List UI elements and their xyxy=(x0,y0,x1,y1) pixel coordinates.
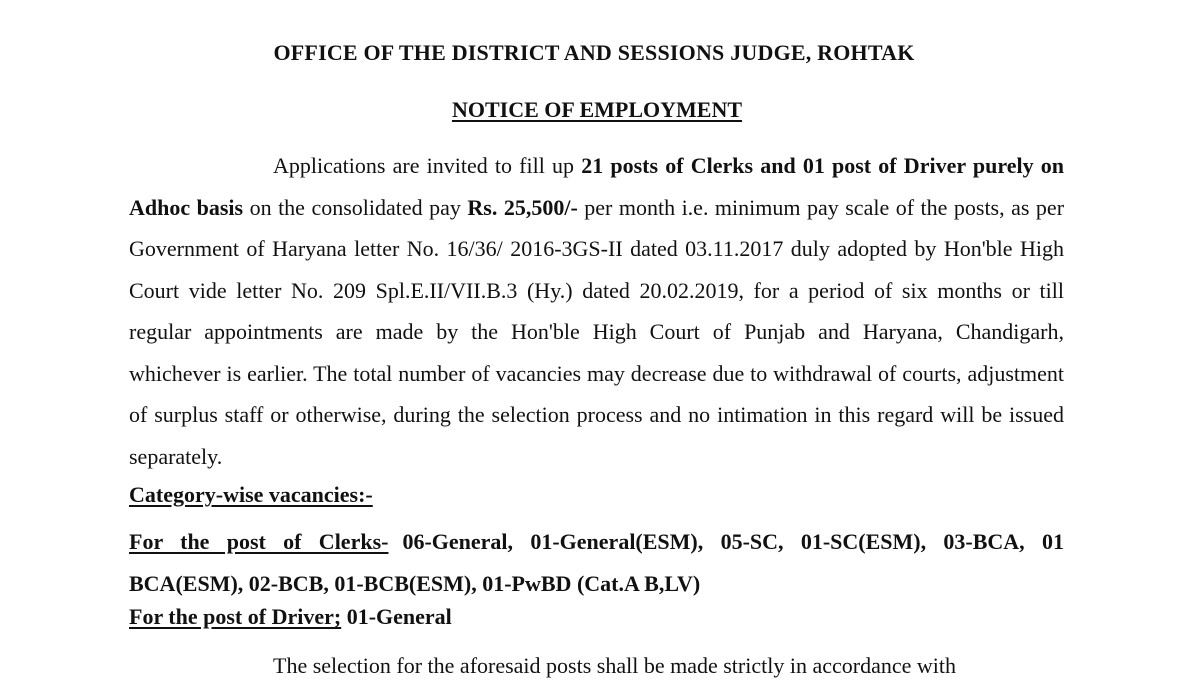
clerks-vacancies xyxy=(129,521,1064,604)
clerks-lead: For the post of Clerks- xyxy=(129,529,389,554)
office-title: OFFICE OF THE DISTRICT AND SESSIONS JUDGE, ROHTAK xyxy=(273,40,915,65)
category-heading: Category-wise vacancies:- xyxy=(129,482,373,507)
paragraph-selection: The selection for the aforesaid posts shall be made strictly in accordance with xyxy=(273,653,956,678)
driver-text: 01-General xyxy=(341,604,452,629)
para1-bold-posts: 21 posts of Clerks and 01 post of Driver purely on Adhoc basis xyxy=(129,153,1064,220)
paragraph-applications xyxy=(129,145,1064,477)
driver-vacancies xyxy=(129,604,452,630)
clerks-text: 06-General, 01-General(ESM), 05-SC, 01-SC(ESM), 03-BCA, 01 BCA(ESM), 02-BCB, 01-BCB(ESM), 01-PwBD (Cat.A B,LV) xyxy=(129,529,1064,596)
para1-bold-pay: Rs. 25,500/- xyxy=(467,194,578,220)
para1-text-2: on the consolidated pay xyxy=(243,194,468,220)
para1-text-3: per month i.e. minimum pay scale of the posts, as per Government of Haryana letter No. 16/36/ 2016-3GS-II dated 03.11.2017 duly adopted by Hon'ble High Court vide letter No. 209 Spl.E.II/VII.B.3 (Hy.) dated 20.02.2019, for a period of six months or till regular appointments are made by the Hon'ble High Court of Punjab and Haryana, Chandigarh, whichever is earlier. The total number of vacancies may decrease due to withdrawal of courts, adjustment of surplus staff or otherwise, during the selection process and no intimation in this regard will be issued separately. xyxy=(129,194,1065,469)
notice-title: NOTICE OF EMPLOYMENT xyxy=(451,97,743,122)
driver-lead: For the post of Driver; xyxy=(129,604,342,629)
para1-text-1: Applications are invited to fill up xyxy=(273,153,582,178)
